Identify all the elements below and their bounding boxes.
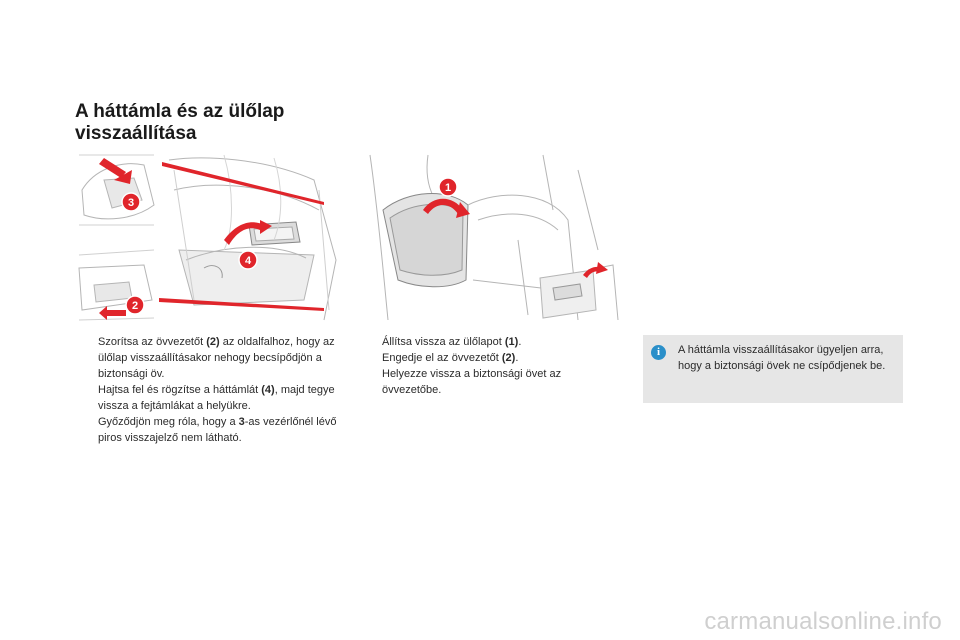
callout-3: 3: [127, 197, 135, 209]
callout-1: 1: [444, 182, 452, 194]
callout-4: 4: [244, 255, 252, 267]
info-icon: i: [651, 345, 666, 360]
watermark: carmanualsonline.info: [704, 608, 942, 635]
step-item: Győződjön meg róla, hogy a 3-as vezérlőnél lévő piros visszajelző nem látható.: [98, 416, 337, 444]
info-note: [643, 335, 903, 403]
step-item: Helyezze vissza a biztonsági övet az övvezetőbe.: [382, 368, 562, 396]
steps-left: [78, 334, 340, 446]
page-title: A háttámla és az ülőlap visszaállítása: [75, 101, 285, 144]
step-item: Szorítsa az övvezetőt (2) az oldalfalhoz, hogy az ülőlap visszaállításakor nehogy becsípődjön a biztonsági öv.: [98, 336, 335, 380]
step-item: Állítsa vissza az ülőlapot (1).: [382, 336, 522, 348]
callout-2: 2: [131, 300, 139, 312]
rear-seat-illustration-left: [74, 150, 338, 325]
rear-seat-illustration-right: [368, 150, 622, 325]
step-item: Hajtsa fel és rögzítse a háttámlát (4), majd tegye vissza a fejtámlákat a helyükre.: [98, 384, 335, 412]
steps-middle: [362, 334, 602, 398]
step-item: Engedje el az övvezetőt (2).: [382, 352, 519, 364]
info-note-text: A háttámla visszaállításakor ügyeljen arra, hogy a biztonsági övek ne csípődjenek be.: [678, 344, 886, 372]
